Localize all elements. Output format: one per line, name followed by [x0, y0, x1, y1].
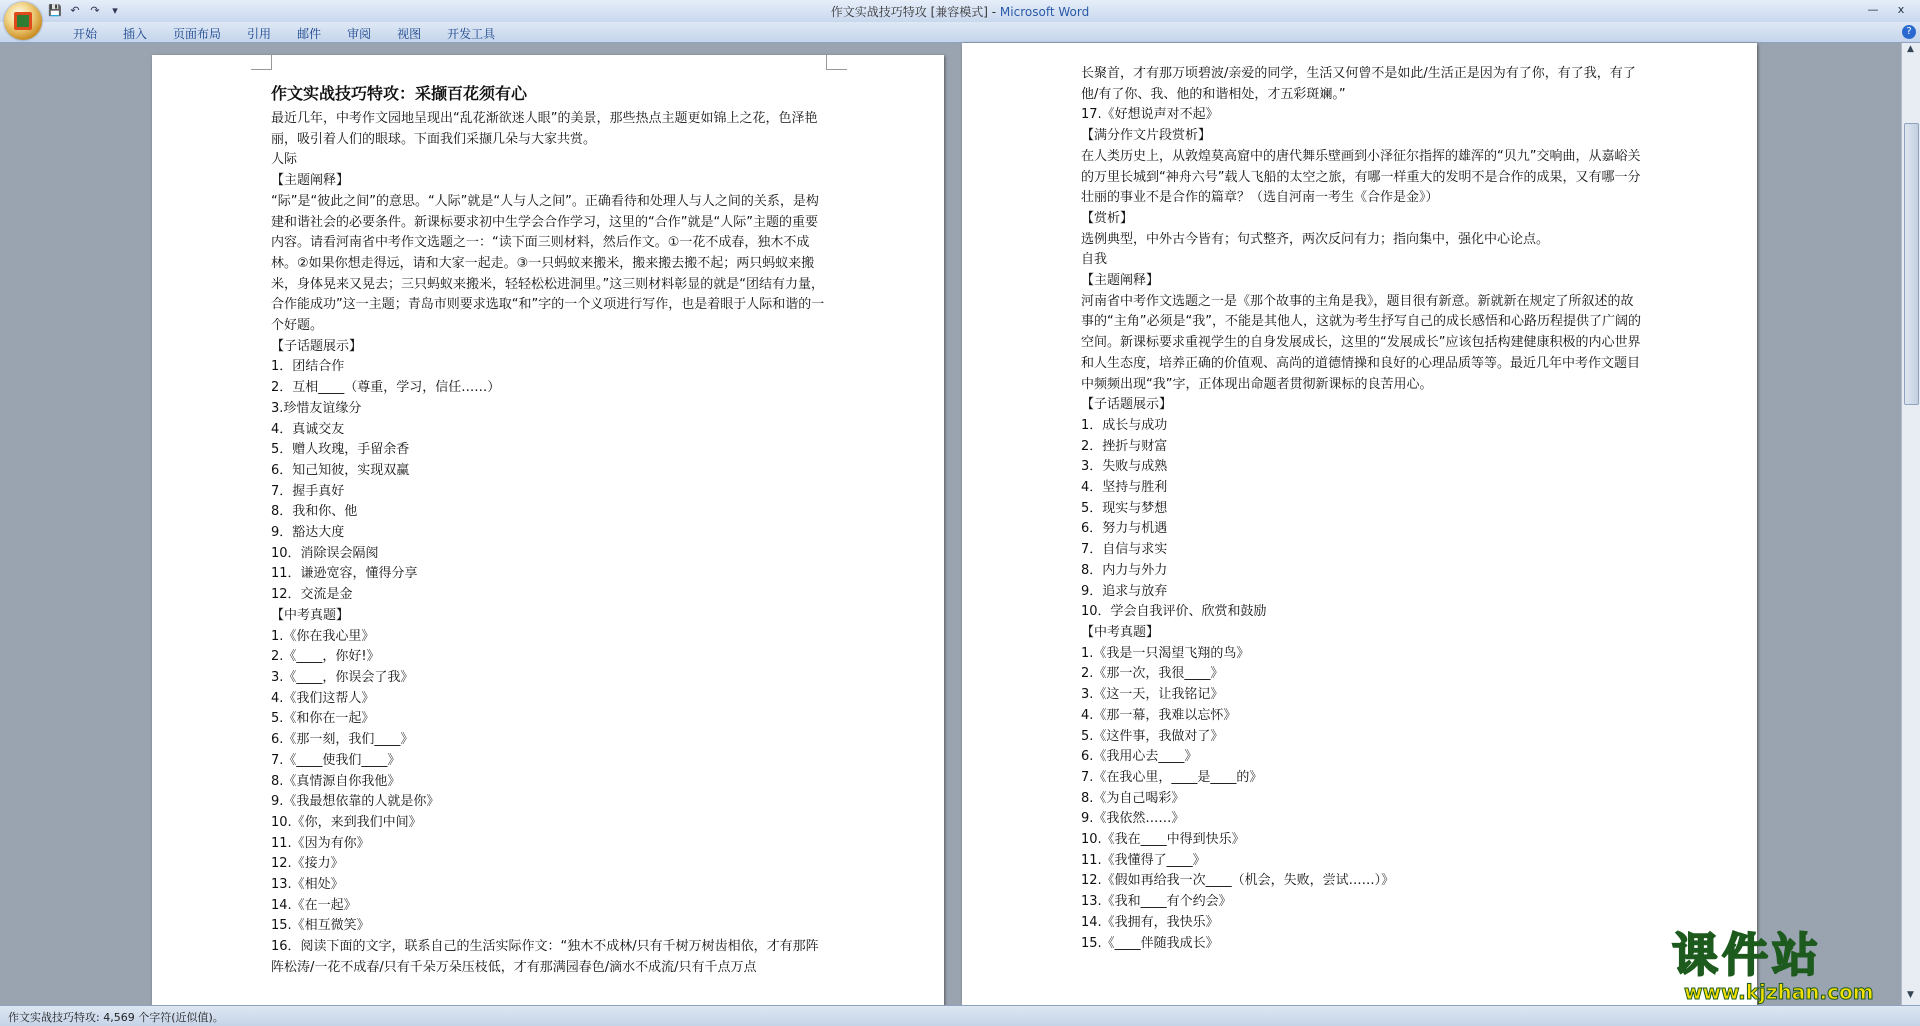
- close-button[interactable]: x: [1897, 3, 1905, 16]
- watermark-logo: [1660, 928, 1905, 1006]
- scroll-thumb[interactable]: [1904, 123, 1919, 405]
- ribbon: [0, 22, 1920, 43]
- ribbon-tab[interactable]: 插入: [123, 27, 148, 41]
- page-2-text[interactable]: [1081, 64, 1641, 954]
- paragraph: 5.《这件事，我做对了》: [1081, 728, 1224, 744]
- app-name: Microsoft Word: [999, 5, 1090, 19]
- document-page-1[interactable]: [152, 55, 944, 1025]
- paragraph: 3.《这一天，让我铭记》: [1081, 687, 1224, 703]
- ribbon-tab[interactable]: 审阅: [347, 27, 372, 41]
- paragraph: 自我: [1081, 252, 1108, 268]
- paragraph: 在人类历史上，从敦煌莫高窟中的唐代舞乐壁画到小泽征尔指挥的雄浑的“贝九”交响曲，从嘉峪关的万里长城到“神舟六号”载人飞船的太空之旅，有哪一样重大的发明不是合作的成果，又有哪一分壮丽的事业不是合作的篇章？（选自河南一考生《合作是金》）: [1081, 148, 1641, 206]
- watermark-url: www.kjzhan.com: [1684, 980, 1874, 1004]
- paragraph: 10.《我在____中得到快乐》: [1081, 832, 1245, 848]
- paragraph: 8．内力与外力: [1081, 562, 1168, 578]
- paragraph: 8.《为自己喝彩》: [1081, 790, 1185, 806]
- window-title: [0, 3, 1920, 20]
- customize-toolbar-icon[interactable]: ▾: [112, 4, 118, 17]
- paragraph: 河南省中考作文选题之一是《那个故事的主角是我》，题目很有新意。新就新在规定了所叙述的故事的“主角”必须是“我”，不能是其他人，这就为考生抒写自己的成长感悟和心路历程提供了广阔的空间。新课标要求重视学生的自身发展成长，这里的“发展成长”应该包括构建健康积极的内心世界和人生态度，培养正确的价值观、高尚的道德情操和良好的心理品质等等。最近几年中考作文题目中频频出现“我”字，正体现出命题者贯彻新课标的良苦用心。: [1081, 293, 1641, 392]
- document-workspace: [0, 43, 1902, 1005]
- paragraph: 15.《相互微笑》: [271, 918, 370, 934]
- paragraph: 3.珍惜友谊缘分: [271, 400, 362, 416]
- paragraph: 【子话题展示】: [1081, 397, 1173, 413]
- window-controls: [1860, 2, 1914, 18]
- page-2-paragraphs: [1081, 64, 1641, 954]
- ribbon-tab[interactable]: 邮件: [297, 27, 322, 41]
- ribbon-tabs: [60, 24, 508, 43]
- paragraph: 1．成长与成功: [1081, 417, 1168, 433]
- office-logo-icon: [14, 12, 32, 30]
- paragraph: 【主题阐释】: [1081, 273, 1160, 289]
- paragraph: 2．互相____（尊重，学习，信任……）: [271, 380, 501, 396]
- paragraph: 12．交流是金: [271, 587, 353, 603]
- paragraph: 4.《那一幕，我难以忘怀》: [1081, 707, 1237, 723]
- paragraph: 7．自信与求实: [1081, 542, 1168, 558]
- margin-mark: [826, 55, 847, 70]
- document-title: 作文实战技巧特攻 [兼容模式] -: [830, 5, 1000, 19]
- title-bar: [0, 0, 1920, 22]
- watermark-text: 课件站: [1672, 928, 1822, 982]
- ribbon-tab[interactable]: 开始: [73, 27, 98, 41]
- paragraph: 4．真诚交友: [271, 421, 345, 437]
- ribbon-tab[interactable]: 开发工具: [447, 27, 496, 41]
- paragraph: 最近几年，中考作文园地呈现出“乱花渐欲迷人眼”的美景，那些热点主题更如锦上之花，色泽艳丽，吸引着人们的眼球。下面我们采撷几朵与大家共赏。: [271, 111, 818, 147]
- paragraph: 2.《那一次，我很____》: [1081, 666, 1224, 682]
- paragraph: 14.《我拥有，我快乐》: [1081, 914, 1219, 930]
- undo-icon[interactable]: ↶: [70, 4, 80, 17]
- paragraph: 6．努力与机遇: [1081, 521, 1168, 537]
- paragraph: 6．知己知彼，实现双赢: [271, 462, 410, 478]
- paragraph: 1．团结合作: [271, 359, 345, 375]
- paragraph: “际”是“彼此之间”的意思。“人际”就是“人与人之间”。正确看待和处理人与人之间的关系，是构建和谐社会的必要条件。新课标要求初中生学会合作学习，这里的“合作”就是“人际”主题的重要内容。请看河南省中考作文选题之一：“读下面三则材料，然后作文。①一花不成春，独木不成林。②如果你想走得远，请和大家一起走。③一只蚂蚁来搬米，搬来搬去搬不起；两只蚂蚁来搬米，身体晃来又晃去；三只蚂蚁来搬米，轻轻松松进洞里。”这三则材料彰显的就是“团结有力量，合作能成功”这一主题；青岛市则要求选取“和”字的一个义项进行写作，也是着眼于人际和谐的一个好题。: [271, 193, 825, 334]
- paragraph: 4.《我们这帮人》: [271, 690, 375, 706]
- paragraph: 人际: [271, 152, 298, 168]
- paragraph: 11．谦逊宽容，懂得分享: [271, 566, 418, 582]
- paragraph: 15.《____伴随我成长》: [1081, 935, 1219, 951]
- paragraph: 10．学会自我评价、欣赏和鼓励: [1081, 604, 1267, 620]
- paragraph: 9.《我最想依靠的人就是你》: [271, 794, 440, 810]
- ribbon-tab[interactable]: 视图: [397, 27, 422, 41]
- paragraph: 13.《我和____有个约会》: [1081, 894, 1232, 910]
- paragraph: 7.《____使我们____》: [271, 752, 401, 768]
- paragraph: 7.《在我心里，____是____的》: [1081, 769, 1263, 785]
- paragraph: 5.《和你在一起》: [271, 711, 375, 727]
- word-count-status[interactable]: 作文实战技巧特攻: 4,569 个字符(近似值)。: [8, 1011, 224, 1024]
- office-button[interactable]: [4, 2, 42, 40]
- paragraph: 【中考真题】: [1081, 624, 1160, 640]
- paragraph: 选例典型，中外古今皆有；句式整齐，两次反问有力；指向集中，强化中心论点。: [1081, 231, 1550, 247]
- paragraph: 【中考真题】: [271, 607, 350, 623]
- paragraph: 8．我和你、他: [271, 504, 358, 520]
- paragraph: 3．失败与成熟: [1081, 459, 1168, 475]
- paragraph: 12.《接力》: [271, 856, 344, 872]
- paragraph: 5．现实与梦想: [1081, 500, 1168, 516]
- ribbon-tab[interactable]: 引用: [247, 27, 272, 41]
- paragraph: 14.《在一起》: [271, 897, 357, 913]
- paragraph: 【主题阐释】: [271, 173, 350, 189]
- paragraph: 13.《相处》: [271, 877, 344, 893]
- paragraph: 11.《我懂得了____》: [1081, 852, 1206, 868]
- paragraph: 17.《好想说声对不起》: [1081, 107, 1219, 123]
- paragraph: 9．豁达大度: [271, 525, 345, 541]
- page-1-paragraphs: [271, 109, 826, 979]
- paragraph: 6.《那一刻，我们____》: [271, 732, 414, 748]
- paragraph: 【赏析】: [1081, 210, 1134, 226]
- paragraph: 2．挫折与财富: [1081, 438, 1168, 454]
- paragraph: 16．阅读下面的文字，联系自己的生活实际作文：“独木不成林/只有千树万树齿相依，才有那阵阵松涛/一花不成春/只有千朵万朵压枝低，才有那满园春色/滴水不成流/只有千点万点: [271, 939, 819, 975]
- paragraph: 12.《假如再给我一次____（机会，失败，尝试……）》: [1081, 873, 1395, 889]
- scroll-up-icon[interactable]: ▲: [1907, 44, 1914, 54]
- margin-mark: [251, 55, 272, 70]
- paragraph: 9.《我依然……》: [1081, 811, 1185, 827]
- paragraph: 10.《你，来到我们中间》: [271, 814, 422, 830]
- paragraph: 9．追求与放弃: [1081, 583, 1168, 599]
- document-heading: 作文实战技巧特攻：采撷百花须有心: [271, 84, 528, 103]
- page-1-text[interactable]: [271, 79, 826, 979]
- vertical-scrollbar[interactable]: [1901, 43, 1920, 1005]
- save-icon[interactable]: 💾: [48, 4, 62, 17]
- status-bar: [0, 1005, 1920, 1026]
- paragraph: 3.《____，你误会了我》: [271, 669, 414, 685]
- paragraph: 6.《我用心去____》: [1081, 749, 1198, 765]
- scroll-down-icon[interactable]: ▼: [1907, 990, 1914, 1000]
- paragraph: 1.《我是一只渴望飞翔的鸟》: [1081, 645, 1250, 661]
- paragraph: 5．赠人玫瑰，手留余香: [271, 442, 410, 458]
- paragraph: 8.《真情源自你我他》: [271, 773, 401, 789]
- redo-icon[interactable]: ↷: [90, 4, 100, 17]
- paragraph: 【满分作文片段赏析】: [1081, 128, 1212, 144]
- paragraph: 11.《因为有你》: [271, 835, 370, 851]
- paragraph: 7．握手真好: [271, 483, 345, 499]
- minimize-button[interactable]: —: [1867, 3, 1879, 16]
- document-page-2[interactable]: [962, 43, 1757, 1013]
- paragraph: 2.《____，你好!》: [271, 649, 380, 665]
- paragraph: 长聚首，才有那万顷碧波/亲爱的同学，生活又何曾不是如此/生活正是因为有了你，有了我，有了他/有了你、我、他的和谐相处，才五彩斑斓。”: [1081, 66, 1636, 102]
- paragraph: 10．消除误会隔阂: [271, 545, 379, 561]
- paragraph: 4．坚持与胜利: [1081, 480, 1168, 496]
- paragraph: 1.《你在我心里》: [271, 628, 375, 644]
- paragraph: 【子话题展示】: [271, 338, 363, 354]
- ribbon-tab[interactable]: 页面布局: [173, 27, 222, 41]
- help-icon[interactable]: ?: [1902, 25, 1916, 39]
